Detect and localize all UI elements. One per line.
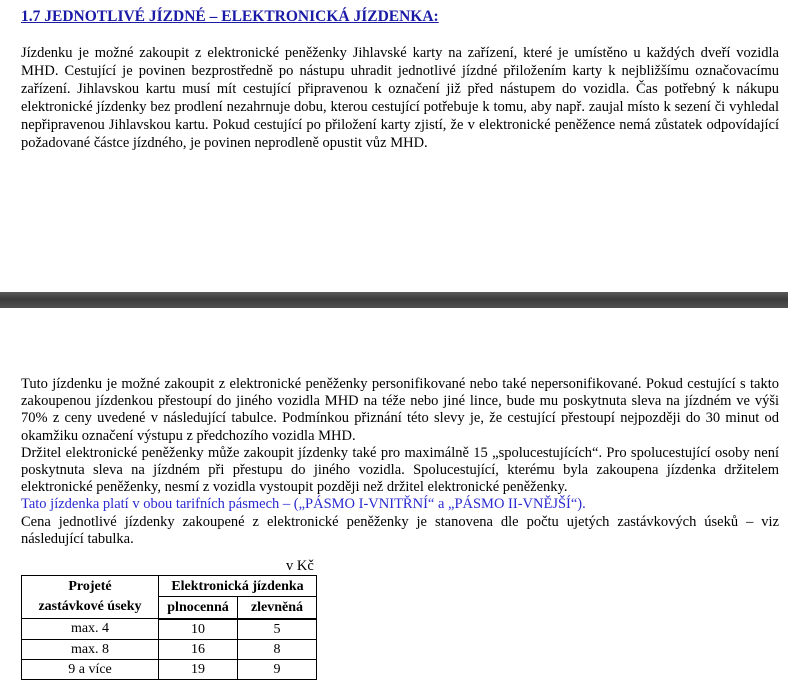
header-electronic-ticket: Elektronická jízdenka [159,576,317,597]
table-header-row [22,576,317,597]
table-unit-label: v Kč [286,558,314,574]
cell-segments: max. 4 [22,619,159,640]
paragraph-transfer-discount: Tuto jízdenku je možné zakoupit z elektronické peněženky personifikované nebo také nepersonifikované. Pokud cestující s takto zakoupenou jízdenkou přestoupí do jiného vozidla MHD na téže nebo jiné lince, bude mu poskytnuta sleva na jízdném ve výši 70% z ceny uvedené v následující tabulce. Podmínkou přiznání této slevy je, že cestující přestoupí nejpozději do 30 minut od okamžiku označení výstupu z předchozího vozidla MHD. [21,376,779,444]
section-heading: 1.7 JEDNOTLIVÉ JÍZDNÉ – ELEKTRONICKÁ JÍZDENKA: [21,8,439,25]
cell-full-price: 10 [159,619,238,640]
paragraph-zone-validity: Tato jízdenka platí v obou tarifních pásmech – („PÁSMO I-VNITŘNÍ“ a „PÁSMO II-VNĚJŠÍ“). [21,496,586,513]
cell-reduced-price: 8 [238,639,317,659]
table-row [22,659,317,679]
cell-full-price: 19 [159,659,238,679]
table-row [22,639,317,659]
header-segments [22,576,159,619]
page-divider [0,292,788,308]
header-segments-line2: zastávkové úseky [38,599,142,614]
table-row [22,619,317,640]
cell-reduced-price: 5 [238,619,317,640]
header-full-fare: plnocenná [159,597,238,619]
fare-table [21,575,317,680]
header-segments-line1: Projeté [68,579,112,594]
cell-segments: 9 a více [22,659,159,679]
cell-segments: max. 8 [22,639,159,659]
paragraph-card-purchase: Jízdenku je možné zakoupit z elektronické peněženky Jihlavské karty na zařízení, které je umístěno u každých dveří vozidla MHD. Cestující je povinen bezprostředně po nástupu uhradit jednotlivé jízdné přiložením karty k nejbližšímu označovacímu zařízení. Jihlavskou kartu musí mít cestující připravenou k označení již před nástupem do vozidla. Čas potřebný k nákupu elektronické jízdenky bez prodlení nezahrnuje dobu, kterou cestující potřebuje k tomu, aby např. zaujal místo k sezení či vyhledal nepřipravenou Jihlavskou kartu. Pokud cestující po přiložení karty zjistí, že v elektronické peněžence nemá zůstatek odpovídající požadované částce jízdného, je povinen neprodleně opustit vůz MHD. [21,45,779,151]
header-reduced-fare: zlevněná [238,597,317,619]
paragraph-fellow-travellers: Držitel elektronické peněženky může zakoupit jízdenky také pro maximálně 15 „spolucestujících“. Pro spolucestující osoby není poskytnuta sleva na jízdném při přestupu do jiného vozidla. Spolucestující, kterému byla zakoupena jízdenka držitelem elektronické peněženky, nesmí z vozidla vystoupit později než držitel elektronické peněženky. [21,444,779,496]
cell-full-price: 16 [159,639,238,659]
cell-reduced-price: 9 [238,659,317,679]
text-block-transfer [21,376,779,548]
paragraph-price-note: Cena jednotlivé jízdenky zakoupené z elektronické peněženky je stanovena dle počtu ujetých zastávkových úseků – viz následující tabulka. [21,513,779,547]
